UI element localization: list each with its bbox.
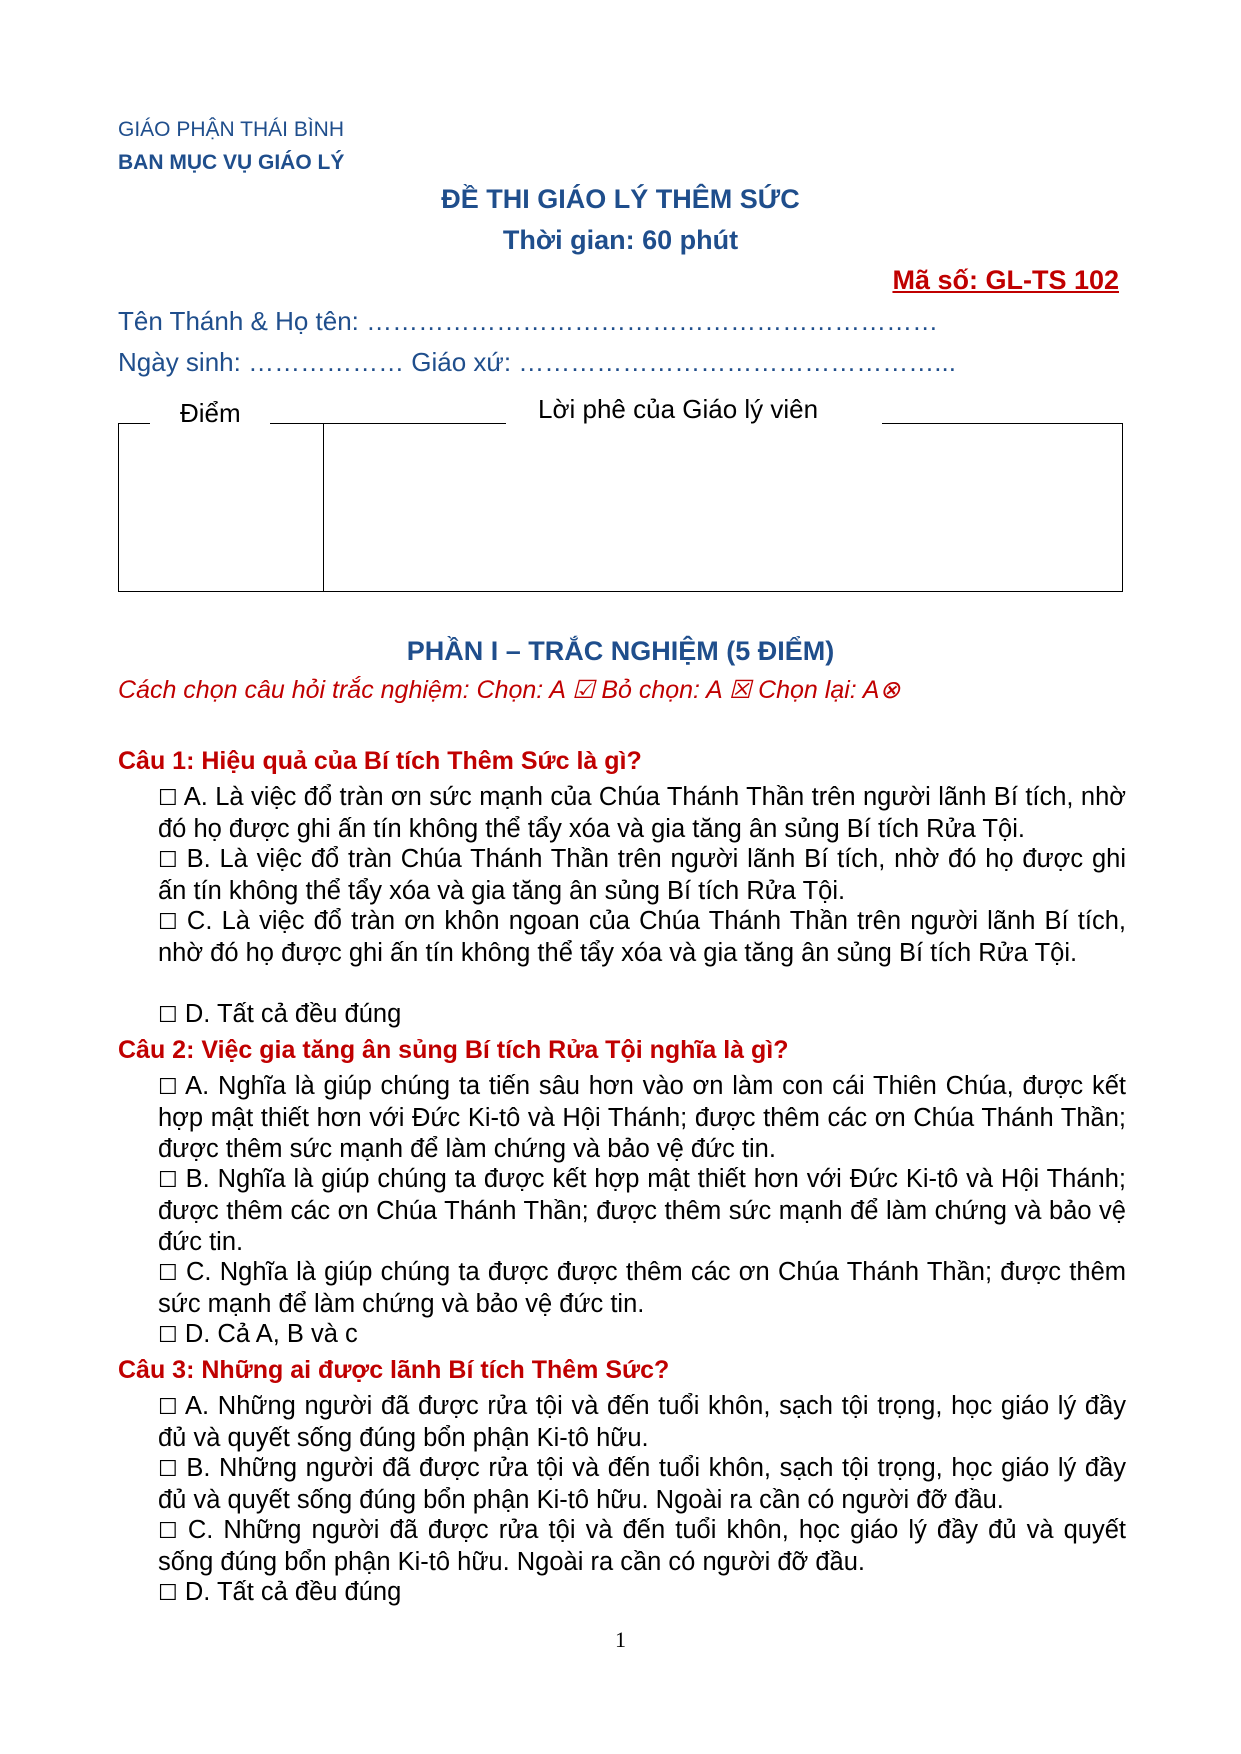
comment-label: Lời phê của Giáo lý viên — [538, 394, 819, 424]
question-3-title: Câu 3: Những ai được lãnh Bí tích Thêm Sức? — [118, 1356, 670, 1384]
question-2-option-c[interactable]: ☐ C. Nghĩa là giúp chúng ta được được thêm các ơn Chúa Thánh Thần; được thêm sức mạnh để làm chứng và bảo vệ đức tin. — [158, 1258, 1126, 1318]
question-3-option-d[interactable]: ☐ D. Tất cả đều đúng — [158, 1578, 402, 1606]
checkbox-icon[interactable]: ☐ — [158, 1075, 178, 1100]
question-2-option-a[interactable]: ☐ A. Nghĩa là giúp chúng ta tiến sâu hơn vào ơn làm con cái Thiên Chúa, được kết hợp mật thiết hơn với Đức Ki-tô và Hội Thánh; được thêm các ơn Chúa Thánh Thần; được thêm sức mạnh để làm chứng và bảo vệ đức tin. — [158, 1072, 1126, 1163]
name-field-line: Tên Thánh & Họ tên: ………………………………………………………… — [118, 306, 939, 336]
question-1-title: Câu 1: Hiệu quả của Bí tích Thêm Sức là gì? — [118, 747, 642, 775]
checkbox-icon[interactable]: ☐ — [158, 1003, 178, 1028]
question-3-option-a[interactable]: ☐ A. Những người đã được rửa tội và đến tuổi khôn, sạch tội trọng, học giáo lý đầy đủ và quyết sống đúng bổn phận Ki-tô hữu. — [158, 1392, 1126, 1452]
checkbox-icon[interactable]: ☐ — [158, 1323, 178, 1348]
checkbox-icon[interactable]: ☐ — [158, 848, 178, 873]
grading-box — [118, 423, 1123, 592]
question-3-option-c[interactable]: ☐ C. Những người đã được rửa tội và đến tuổi khôn, học giáo lý đầy đủ và quyết sống đúng bổn phận Ki-tô hữu. Ngoài ra cần có người đỡ đầu. — [158, 1516, 1126, 1576]
question-2-option-b[interactable]: ☐ B. Nghĩa là giúp chúng ta được kết hợp mật thiết hơn với Đức Ki-tô và Hội Thánh; được thêm các ơn Chúa Thánh Thần; được thêm sức mạnh để làm chứng và bảo vệ đức tin. — [158, 1165, 1126, 1256]
grading-box-divider — [323, 423, 324, 592]
checkbox-icon[interactable]: ☐ — [158, 1457, 178, 1482]
exam-code: Mã số: GL-TS 102 — [892, 265, 1119, 295]
question-2-option-d[interactable]: ☐ D. Cả A, B và c — [158, 1320, 358, 1348]
section-title: PHẦN I – TRẮC NGHIỆM (5 ĐIỂM) — [406, 636, 835, 666]
checkbox-icon[interactable]: ☐ — [158, 910, 178, 935]
checkbox-icon[interactable]: ☐ — [158, 1519, 178, 1544]
question-1-option-a[interactable]: ☐ A. Là việc đổ tràn ơn sức mạnh của Chúa Thánh Thần trên người lãnh Bí tích, nhờ đó họ được ghi ấn tín không thể tẩy xóa và gia tăng ân sủng Bí tích Rửa Tội. — [158, 783, 1126, 843]
checkbox-icon[interactable]: ☐ — [158, 1395, 178, 1420]
question-1-option-d[interactable]: ☐ D. Tất cả đều đúng — [158, 1000, 402, 1028]
question-2-title: Câu 2: Việc gia tăng ân sủng Bí tích Rửa Tội nghĩa là gì? — [118, 1036, 789, 1064]
checkbox-icon[interactable]: ☐ — [158, 786, 178, 811]
section-instructions: Cách chọn câu hỏi trắc nghiệm: Chọn: A ☑ Bỏ chọn: A ☒ Chọn lại: A⊗ — [118, 676, 901, 704]
dob-parish-field-line: Ngày sinh: ……………… Giáo xứ: …………………………………………... — [118, 347, 956, 377]
question-1-option-b[interactable]: ☐ B. Là việc đổ tràn Chúa Thánh Thần trên người lãnh Bí tích, nhờ đó họ được ghi ấn tín không thể tẩy xóa và gia tăng ân sủng Bí tích Rửa Tội. — [158, 845, 1126, 905]
checkbox-icon[interactable]: ☐ — [158, 1168, 178, 1193]
department-name: BAN MỤC VỤ GIÁO LÝ — [118, 151, 345, 174]
question-1-option-c[interactable]: ☐ C. Là việc đổ tràn ơn khôn ngoan của Chúa Thánh Thần trên người lãnh Bí tích, nhờ đó họ được ghi ấn tín không thể tẩy xóa và gia tăng ân sủng Bí tích Rửa Tội. — [158, 907, 1126, 967]
exam-time: Thời gian: 60 phút — [502, 225, 739, 255]
checkbox-icon[interactable]: ☐ — [158, 1261, 178, 1286]
question-3-option-b[interactable]: ☐ B. Những người đã được rửa tội và đến tuổi khôn, sạch tội trọng, học giáo lý đầy đủ và quyết sống đúng bổn phận Ki-tô hữu. Ngoài ra cần có người đỡ đầu. — [158, 1454, 1126, 1514]
diocese-name: GIÁO PHẬN THÁI BÌNH — [118, 118, 344, 141]
exam-title: ĐỀ THI GIÁO LÝ THÊM SỨC — [441, 184, 800, 214]
score-label: Điểm — [180, 398, 241, 428]
checkbox-icon[interactable]: ☐ — [158, 1581, 178, 1606]
page-number: 1 — [615, 1627, 626, 1652]
